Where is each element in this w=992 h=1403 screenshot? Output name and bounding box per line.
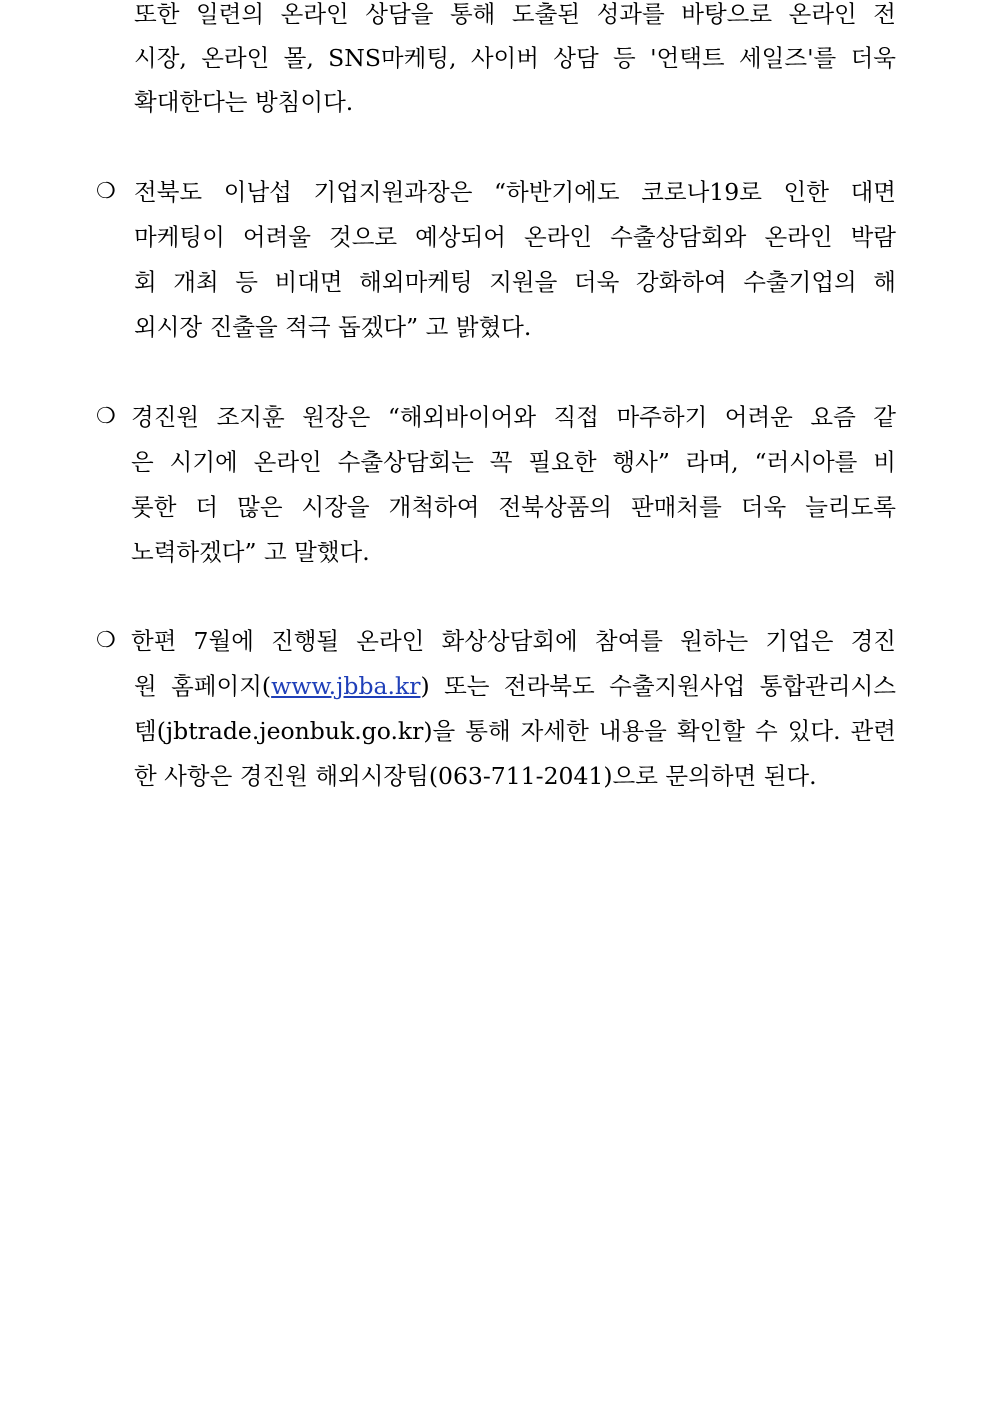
circle-bullet-icon: ❍ [96, 628, 116, 653]
text-line: 마케팅이 어려울 것으로 예상되어 온라인 수출상담회와 온라인 박람 [134, 223, 896, 251]
text-line: 경진원 조지훈 원장은 “해외바이어와 직접 마주하기 어려운 요즘 같 [131, 403, 896, 431]
text-line: 외시장 진출을 적극 돕겠다” 고 밝혔다. [134, 313, 532, 341]
text-line: 확대한다는 방침이다. [134, 88, 354, 116]
homepage-link[interactable]: www.jbba.kr [271, 672, 421, 700]
text-line: 노력하겠다” 고 말했다. [131, 538, 370, 566]
text-line: 템(jbtrade.jeonbuk.go.kr)을 통해 자세한 내용을 확인할 수 있다. 관련 [134, 717, 896, 745]
text-line: 한 사항은 경진원 해외시장팀(063-711-2041)으로 문의하면 된다. [134, 762, 817, 790]
circle-bullet-icon: ❍ [96, 179, 116, 204]
text-line: 또한 일련의 온라인 상담을 통해 도출된 성과를 바탕으로 온라인 전 [134, 0, 896, 28]
text-segment: ) 또는 전라북도 수출지원사업 통합관리시스 [420, 672, 896, 700]
text-line: 시장, 온라인 몰, SNS마케팅, 사이버 상담 등 '언택트 세일즈'를 더욱 [134, 44, 896, 72]
text-line: 전북도 이남섭 기업지원과장은 “하반기에도 코로나19로 인한 대면 [134, 178, 896, 206]
text-line: 롯한 더 많은 시장을 개척하여 전북상품의 판매처를 더욱 늘리도록 [131, 493, 896, 521]
text-line: 한편 7월에 진행될 온라인 화상상담회에 참여를 원하는 기업은 경진 [131, 627, 896, 655]
text-line: 은 시기에 온라인 수출상담회는 꼭 필요한 행사” 라며, “러시아를 비 [131, 448, 896, 476]
text-line: 회 개최 등 비대면 해외마케팅 지원을 더욱 강화하여 수출기업의 해 [134, 268, 896, 296]
circle-bullet-icon: ❍ [96, 404, 116, 429]
text-line [134, 664, 896, 708]
text-segment: 원 홈페이지( [134, 672, 272, 700]
